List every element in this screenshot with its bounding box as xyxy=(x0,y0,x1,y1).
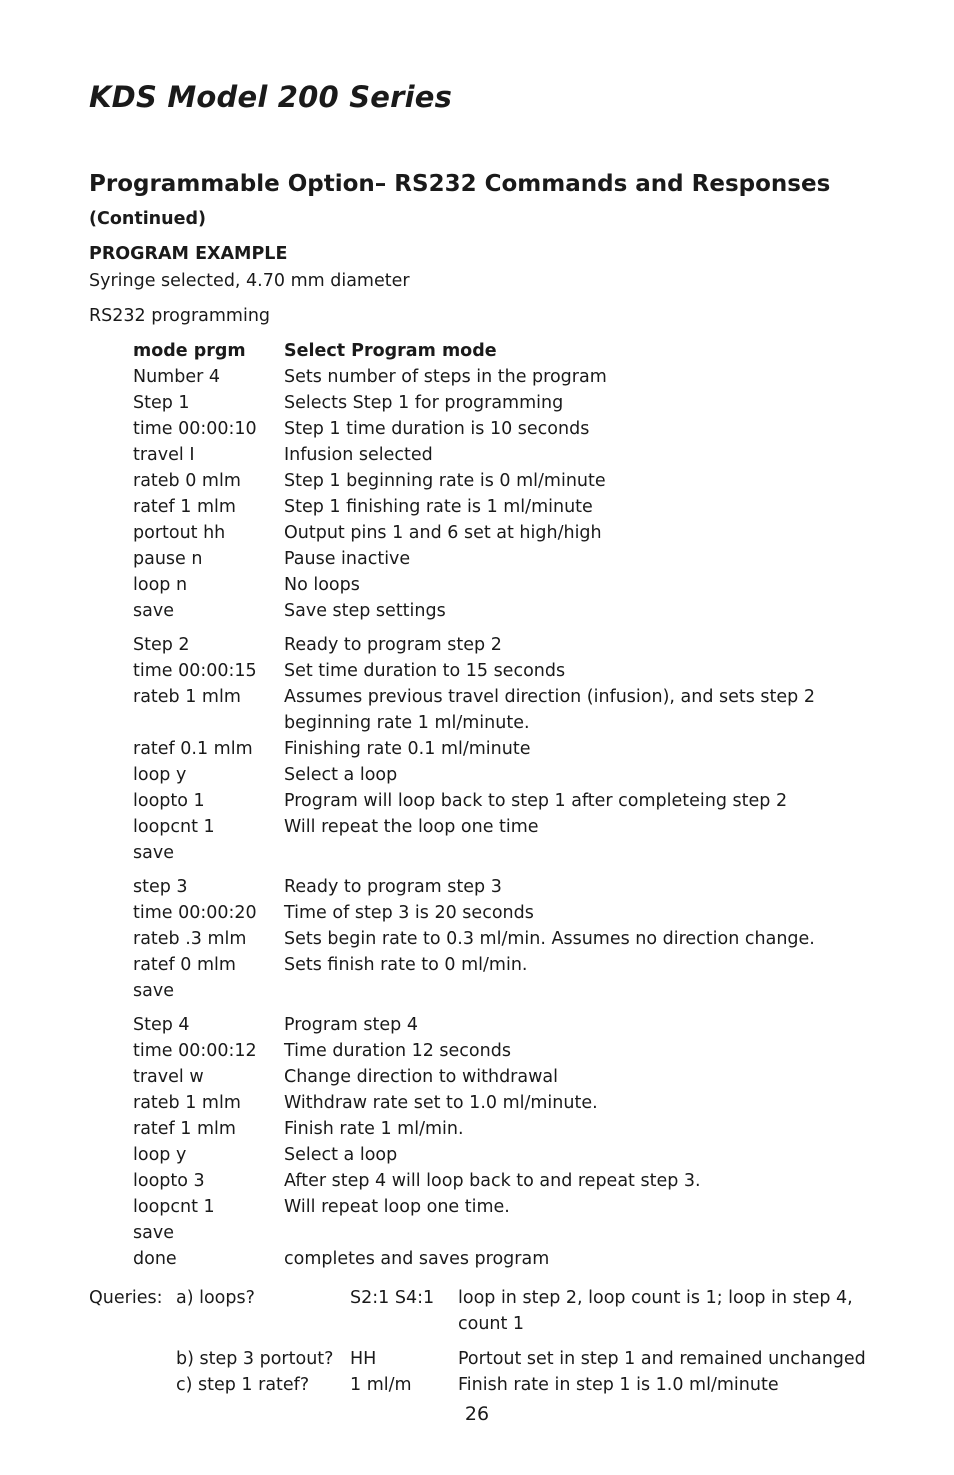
command-text: time 00:00:15 xyxy=(133,661,257,681)
command-row xyxy=(133,1246,893,1272)
command-description: Will repeat loop one time. xyxy=(284,1197,510,1217)
command-group xyxy=(133,1012,893,1272)
command-description: Save step settings xyxy=(284,601,446,621)
command-row xyxy=(133,1038,893,1064)
command-description xyxy=(284,840,893,866)
command-description: Set time duration to 15 seconds xyxy=(284,661,566,681)
command-description: Infusion selected xyxy=(284,445,433,465)
command-text: rateb .3 mlm xyxy=(133,929,247,949)
command-row xyxy=(133,1168,893,1194)
command-row xyxy=(133,1012,893,1038)
command-text: mode prgm xyxy=(133,341,246,361)
command-description: Time of step 3 is 20 seconds xyxy=(284,903,534,923)
command-row xyxy=(133,520,893,546)
command-description: Withdraw rate set to 1.0 ml/minute. xyxy=(284,1093,598,1113)
page-number: 26 xyxy=(464,1403,490,1425)
command-description: Selects Step 1 for programming xyxy=(284,393,564,413)
command-row xyxy=(133,364,893,390)
command-text: travel w xyxy=(133,1067,204,1087)
program-command-list xyxy=(133,338,893,1280)
command-row xyxy=(133,788,893,814)
query-description: Portout set in step 1 and remained unchanged xyxy=(458,1349,866,1369)
command-description xyxy=(284,1220,893,1246)
program-example-heading: PROGRAM EXAMPLE xyxy=(89,244,288,264)
command-text: save xyxy=(133,1223,174,1243)
command-text: Step 4 xyxy=(133,1015,190,1035)
command-row xyxy=(133,1064,893,1090)
queries-label xyxy=(89,1372,176,1398)
command-description: Will repeat the loop one time xyxy=(284,817,539,837)
command-description xyxy=(284,978,893,1004)
command-text: loopto 3 xyxy=(133,1171,205,1191)
queries-label: Queries: xyxy=(89,1288,163,1308)
command-text: loop y xyxy=(133,765,187,785)
command-text: time 00:00:20 xyxy=(133,903,257,923)
command-text: loopto 1 xyxy=(133,791,205,811)
command-row xyxy=(133,814,893,840)
queries-section xyxy=(89,1285,869,1398)
command-description: After step 4 will loop back to and repeat step 3. xyxy=(284,1171,701,1191)
command-description: Program will loop back to step 1 after completeing step 2 xyxy=(284,791,788,811)
command-row xyxy=(133,442,893,468)
command-row xyxy=(133,926,893,952)
command-description: Step 1 beginning rate is 0 ml/minute xyxy=(284,471,606,491)
command-row xyxy=(133,468,893,494)
command-row xyxy=(133,684,893,736)
query-command: b) step 3 portout? xyxy=(176,1349,334,1369)
command-text: loopcnt 1 xyxy=(133,1197,215,1217)
command-text: travel I xyxy=(133,445,195,465)
command-description: Sets number of steps in the program xyxy=(284,367,607,387)
command-description: Finish rate 1 ml/min. xyxy=(284,1119,464,1139)
command-row xyxy=(133,572,893,598)
query-response: 1 ml/m xyxy=(350,1375,412,1395)
command-text: done xyxy=(133,1249,177,1269)
section-title: Programmable Option– RS232 Commands and Responses xyxy=(89,171,831,197)
query-response: S2:1 S4:1 xyxy=(350,1288,435,1308)
command-row xyxy=(133,900,893,926)
command-row xyxy=(133,390,893,416)
command-text: pause n xyxy=(133,549,203,569)
query-row xyxy=(89,1285,869,1337)
command-text: save xyxy=(133,981,174,1001)
command-row xyxy=(133,598,893,624)
command-group xyxy=(133,874,893,1004)
query-row xyxy=(89,1372,869,1398)
command-text: loop y xyxy=(133,1145,187,1165)
syringe-line: Syringe selected, 4.70 mm diameter xyxy=(89,271,410,291)
command-description: Finishing rate 0.1 ml/minute xyxy=(284,739,531,759)
command-description: Output pins 1 and 6 set at high/high xyxy=(284,523,602,543)
command-row xyxy=(133,1194,893,1220)
command-text: rateb 1 mlm xyxy=(133,687,241,707)
command-description: Pause inactive xyxy=(284,549,411,569)
command-description: Ready to program step 3 xyxy=(284,877,502,897)
command-text: Number 4 xyxy=(133,367,220,387)
command-description: Change direction to withdrawal xyxy=(284,1067,559,1087)
command-text: rateb 1 mlm xyxy=(133,1093,241,1113)
command-row xyxy=(133,658,893,684)
command-text: time 00:00:12 xyxy=(133,1041,257,1061)
query-command: a) loops? xyxy=(176,1288,255,1308)
command-text: ratef 1 mlm xyxy=(133,497,236,517)
command-row xyxy=(133,762,893,788)
command-description: completes and saves program xyxy=(284,1249,550,1269)
command-text: save xyxy=(133,843,174,863)
command-row xyxy=(133,840,893,866)
command-description: Program step 4 xyxy=(284,1015,418,1035)
command-description: Step 1 finishing rate is 1 ml/minute xyxy=(284,497,593,517)
command-text: loopcnt 1 xyxy=(133,817,215,837)
command-description: Step 1 time duration is 10 seconds xyxy=(284,419,590,439)
command-group xyxy=(133,632,893,866)
command-description: Ready to program step 2 xyxy=(284,635,502,655)
command-text: ratef 1 mlm xyxy=(133,1119,236,1139)
query-response: HH xyxy=(350,1349,377,1369)
continued-label: (Continued) xyxy=(89,209,206,229)
command-text: portout hh xyxy=(133,523,226,543)
command-text: ratef 0.1 mlm xyxy=(133,739,253,759)
rs232-line: RS232 programming xyxy=(89,306,271,326)
command-row xyxy=(133,978,893,1004)
command-text: rateb 0 mlm xyxy=(133,471,241,491)
command-row xyxy=(133,1142,893,1168)
command-row xyxy=(133,546,893,572)
command-text: Step 2 xyxy=(133,635,190,655)
command-row xyxy=(133,338,893,364)
command-row xyxy=(133,1090,893,1116)
command-row xyxy=(133,952,893,978)
command-row xyxy=(133,632,893,658)
command-description: No loops xyxy=(284,575,360,595)
command-description: Select Program mode xyxy=(284,341,497,361)
command-description: Sets begin rate to 0.3 ml/min. Assumes no direction change. xyxy=(284,929,815,949)
command-row xyxy=(133,1220,893,1246)
command-row xyxy=(133,736,893,762)
command-description: Sets finish rate to 0 ml/min. xyxy=(284,955,528,975)
query-row xyxy=(89,1346,869,1372)
queries-label xyxy=(89,1346,176,1372)
query-description: loop in step 2, loop count is 1; loop in step 4, count 1 xyxy=(458,1288,853,1334)
command-text: loop n xyxy=(133,575,188,595)
command-row xyxy=(133,416,893,442)
command-text: time 00:00:10 xyxy=(133,419,257,439)
page-title: KDS Model 200 Series xyxy=(89,80,453,114)
query-command: c) step 1 ratef? xyxy=(176,1375,310,1395)
command-group xyxy=(133,338,893,624)
command-description: Time duration 12 seconds xyxy=(284,1041,511,1061)
query-description: Finish rate in step 1 is 1.0 ml/minute xyxy=(458,1375,779,1395)
command-row xyxy=(133,874,893,900)
command-row xyxy=(133,494,893,520)
command-description: Assumes previous travel direction (infusion), and sets step 2 beginning rate 1 ml/minute. xyxy=(284,687,815,733)
command-text: save xyxy=(133,601,174,621)
command-description: Select a loop xyxy=(284,765,398,785)
command-text: step 3 xyxy=(133,877,188,897)
command-row xyxy=(133,1116,893,1142)
command-text: Step 1 xyxy=(133,393,190,413)
command-description: Select a loop xyxy=(284,1145,398,1165)
command-text: ratef 0 mlm xyxy=(133,955,236,975)
